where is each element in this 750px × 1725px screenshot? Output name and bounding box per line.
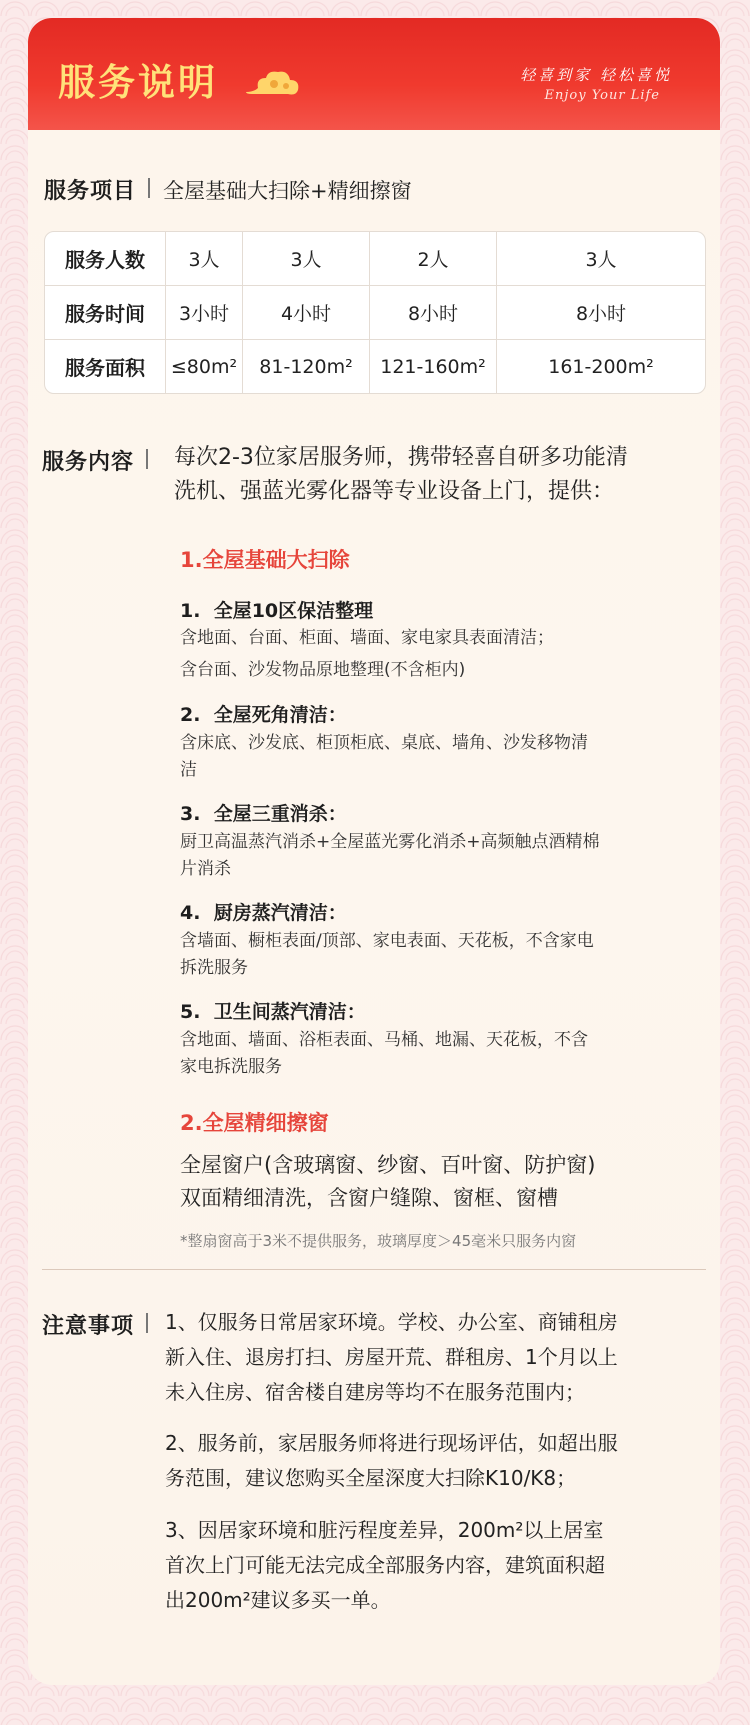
table-cell: 3人 [497,232,705,286]
card-header [28,18,720,130]
slogan-chinese: 轻喜到家 轻松喜悦 [520,66,672,84]
service-item-value: 全屋基础大扫除+精细擦窗 [163,179,412,203]
item-title [180,799,347,826]
header-title: 服务说明 [58,61,218,104]
row-header: 服务人数 [45,232,166,286]
table-cell: 3人 [166,232,243,286]
item-desc: 家电拆洗服务 [180,1057,282,1077]
notice-line: 首次上门可能无法完成全部服务内容，建筑面积超 [165,1553,605,1577]
item-number: 2. [180,704,201,726]
item-title [180,700,347,727]
item-title-text: 全屋10区保洁整理 [213,600,374,622]
table-row [45,340,705,393]
item-desc: 洁 [180,760,197,780]
item-desc: 含床底、沙发底、柜顶柜底、桌底、墙角、沙发移物清 [180,733,588,753]
separator [148,178,150,198]
slogan-english: Enjoy Your Life [544,88,660,103]
table-cell: ≤80m² [166,340,243,393]
item-number: 4. [180,902,201,924]
item-desc: 片消杀 [180,859,231,879]
window-line: 双面精细清洗，含窗户缝隙、窗框、窗槽 [180,1186,558,1210]
row-header: 服务时间 [45,286,166,340]
item-number: 1. [180,600,201,622]
item-title [180,997,366,1024]
section-title: 2.全屋精细擦窗 [180,1111,329,1135]
table-cell: 8小时 [370,286,497,340]
cloud-icon [244,68,302,98]
notice-line: 务范围，建议您购买全屋深度大扫除K10/K8； [165,1466,577,1490]
row-header: 服务面积 [45,340,166,393]
table-cell: 161-200m² [548,355,654,378]
window-line: 全屋窗户(含玻璃窗、纱窗、百叶窗、防护窗) [180,1153,596,1177]
notice-line: 出200m²建议多买一单。 [165,1588,391,1612]
item-title-text: 卫生间蒸汽清洁： [213,1001,366,1023]
notice-line: 未入住房、宿舍楼自建房等均不在服务范围内； [165,1380,585,1404]
item-desc: 厨卫高温蒸汽消杀+全屋蓝光雾化消杀+高频触点酒精棉 [180,832,600,852]
table-cell: 3小时 [166,286,243,340]
window-note: *整扇窗高于3米不提供服务，玻璃厚度＞45毫米只服务内窗 [180,1232,577,1250]
intro-line: 洗机、强蓝光雾化器等专业设备上门，提供： [174,479,615,504]
item-desc: 含地面、台面、柜面、墙面、家电家具表面清洁； [180,628,554,648]
section-title: 1.全屋基础大扫除 [180,548,350,572]
notice-label: 注意事项 [42,1314,135,1339]
table-row [45,286,705,340]
notice-line: 3、因居家环境和脏污程度差异，200m²以上居室 [165,1518,604,1542]
notice-line: 新入住、退房打扫、房屋开荒、群租房、1个月以上 [165,1345,618,1369]
separator [146,449,148,469]
table-cell: 8小时 [497,286,705,340]
service-spec-table [44,231,706,394]
notice-line: 1、仅服务日常居家环境。学校、办公室、商铺租房 [165,1310,618,1334]
item-title [180,898,347,925]
item-desc: 含地面、墙面、浴柜表面、马桶、地漏、天花板，不含 [180,1030,588,1050]
table-row [45,232,705,286]
table-cell: 81-120m² [243,340,370,393]
item-number: 3. [180,803,201,825]
service-item-label: 服务项目 [44,179,137,204]
divider [42,1269,706,1270]
service-content-label: 服务内容 [42,450,135,475]
item-title [180,596,373,623]
item-desc: 含台面、沙发物品原地整理(不含柜内) [180,660,466,680]
intro-line: 每次2-3位家居服务师，携带轻喜自研多功能清 [174,445,628,470]
item-number: 5. [180,1001,201,1023]
separator [146,1313,148,1333]
item-title-text: 厨房蒸汽清洁： [213,902,347,924]
table-cell: 2人 [370,232,497,286]
service-card [28,18,720,1685]
item-title-text: 全屋死角清洁： [213,704,347,726]
item-title-text: 全屋三重消杀： [213,803,347,825]
table-cell: 3人 [243,232,370,286]
item-desc: 拆洗服务 [180,958,248,978]
table-cell: 4小时 [243,286,370,340]
notice-line: 2、服务前，家居服务师将进行现场评估，如超出服 [165,1431,618,1455]
table-cell: 121-160m² [370,340,497,393]
item-desc: 含墙面、橱柜表面/顶部、家电表面、天花板，不含家电 [180,931,594,951]
